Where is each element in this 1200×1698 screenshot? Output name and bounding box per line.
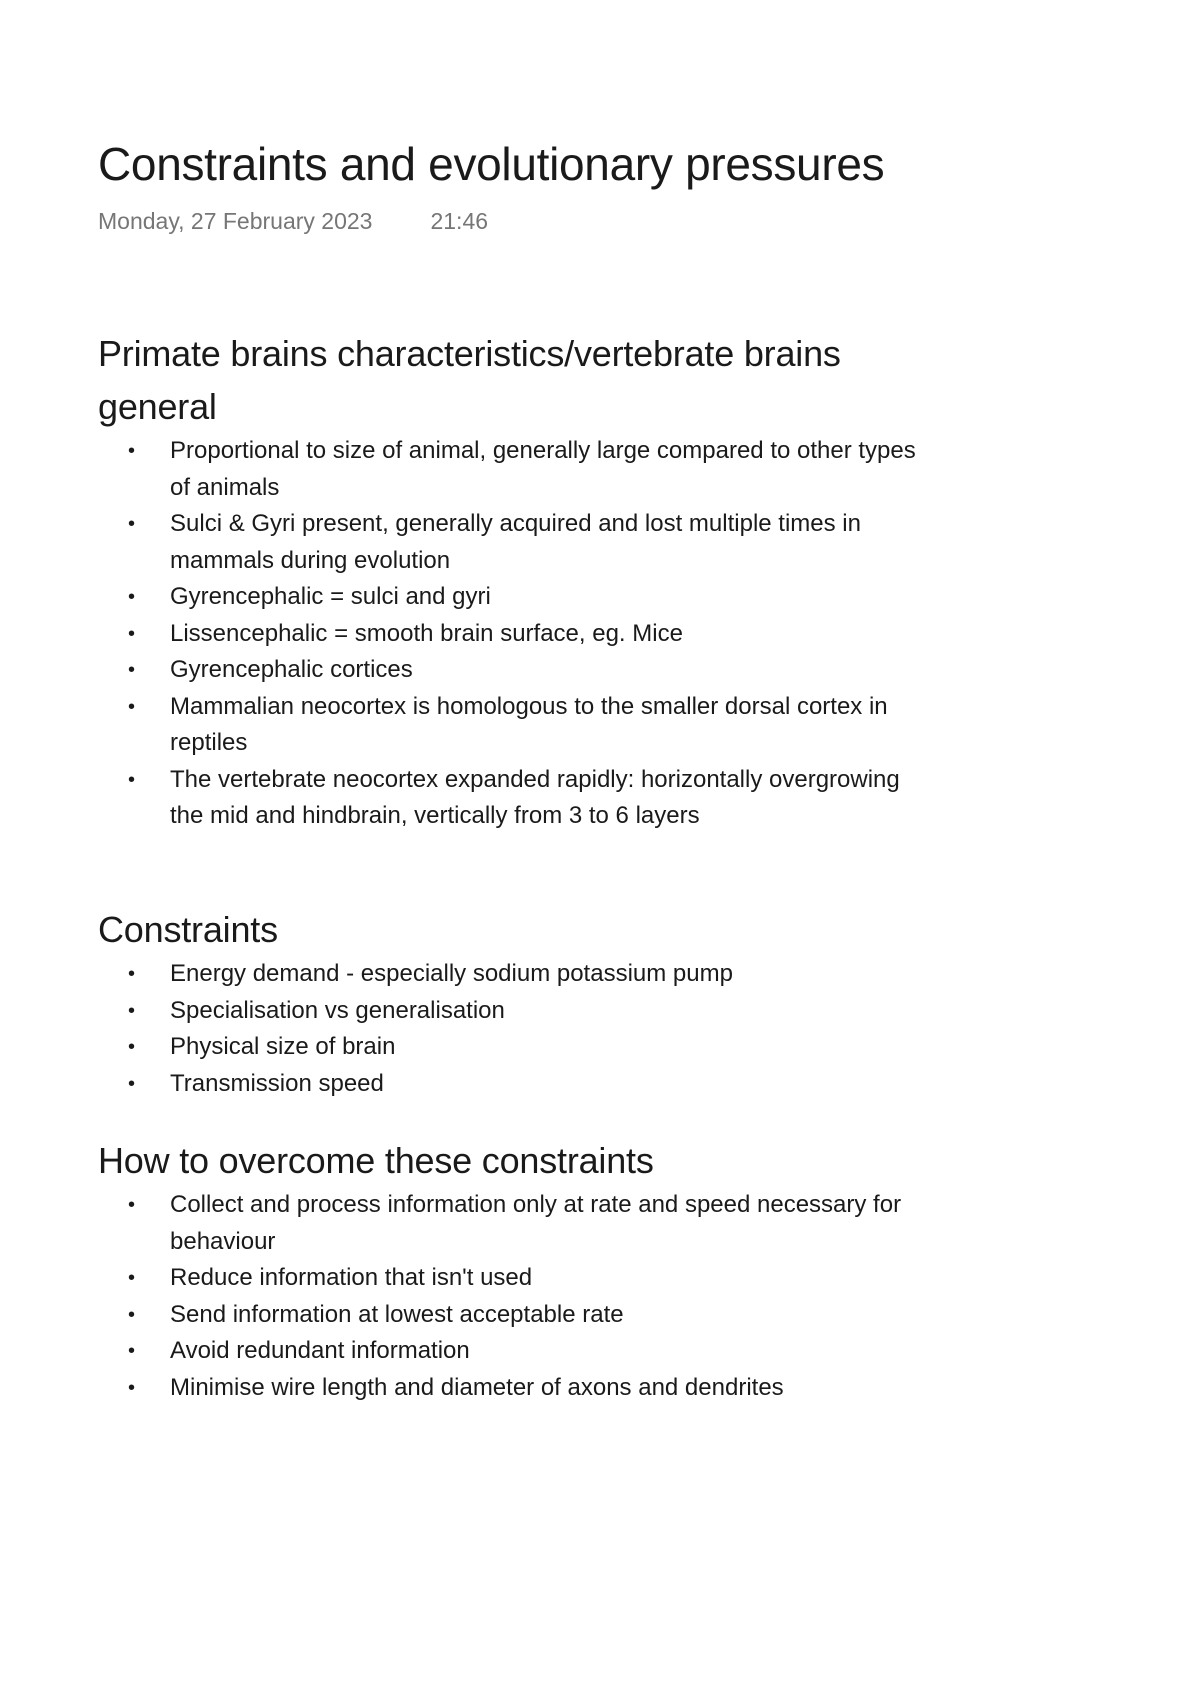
section-primate-brains: [98, 327, 918, 835]
section-overcome-constraints: [98, 1134, 918, 1406]
list-item: • Sulci & Gyri present, generally acquired and lost multiple times in mammals during evolution: [98, 506, 918, 579]
note-time: 21:46: [430, 208, 489, 234]
list-item: • Mammalian neocortex is homologous to the smaller dorsal cortex in reptiles: [98, 689, 918, 762]
bullet-icon: •: [128, 586, 136, 608]
list-item: • Gyrencephalic cortices: [98, 652, 918, 689]
bullet-icon: •: [128, 440, 136, 462]
bullet-icon: •: [128, 695, 136, 718]
bullet-list: [98, 433, 918, 835]
bullet-icon: •: [128, 999, 136, 1022]
note-date: Monday, 27 February 2023: [98, 208, 373, 234]
section-heading: Constraints: [98, 909, 278, 950]
list-item: • Proportional to size of animal, generally large compared to other types of animals: [98, 433, 918, 506]
bullet-icon: •: [128, 622, 136, 645]
bullet-icon: •: [128, 963, 136, 985]
list-item: • Reduce information that isn't used: [98, 1260, 918, 1297]
list-item: • Physical size of brain: [98, 1029, 918, 1066]
bullet-icon: •: [128, 1303, 136, 1326]
bullet-icon: •: [128, 1194, 136, 1216]
list-item: • The vertebrate neocortex expanded rapidly: horizontally overgrowing the mid and hindbrain, vertically from 3 to 6 layers: [98, 762, 918, 835]
section-heading: How to overcome these constraints: [98, 1140, 654, 1181]
list-item: • Gyrencephalic = sulci and gyri: [98, 579, 918, 616]
bullet-icon: •: [128, 1036, 136, 1058]
page-title: Constraints and evolutionary pressures: [98, 138, 885, 190]
bullet-icon: •: [128, 513, 136, 535]
section-heading: Primate brains characteristics/vertebrate brains general: [98, 333, 841, 427]
bullet-list: [98, 956, 918, 1102]
bullet-icon: •: [128, 1267, 136, 1289]
bullet-list: [98, 1187, 918, 1406]
bullet-icon: •: [128, 1340, 136, 1362]
list-item: • Avoid redundant information: [98, 1333, 918, 1370]
bullet-icon: •: [128, 1376, 136, 1399]
list-item: • Energy demand - especially sodium potassium pump: [98, 956, 918, 993]
bullet-icon: •: [128, 1072, 136, 1095]
section-constraints: [98, 903, 918, 1102]
note-timestamp: [98, 205, 488, 237]
list-item: • Specialisation vs generalisation: [98, 993, 918, 1030]
list-item: • Transmission speed: [98, 1066, 918, 1103]
bullet-icon: •: [128, 768, 136, 791]
bullet-icon: •: [128, 659, 136, 681]
list-item: • Send information at lowest acceptable rate: [98, 1297, 918, 1334]
list-item: • Lissencephalic = smooth brain surface, eg. Mice: [98, 616, 918, 653]
list-item: • Minimise wire length and diameter of axons and dendrites: [98, 1370, 918, 1407]
list-item: • Collect and process information only at rate and speed necessary for behaviour: [98, 1187, 918, 1260]
